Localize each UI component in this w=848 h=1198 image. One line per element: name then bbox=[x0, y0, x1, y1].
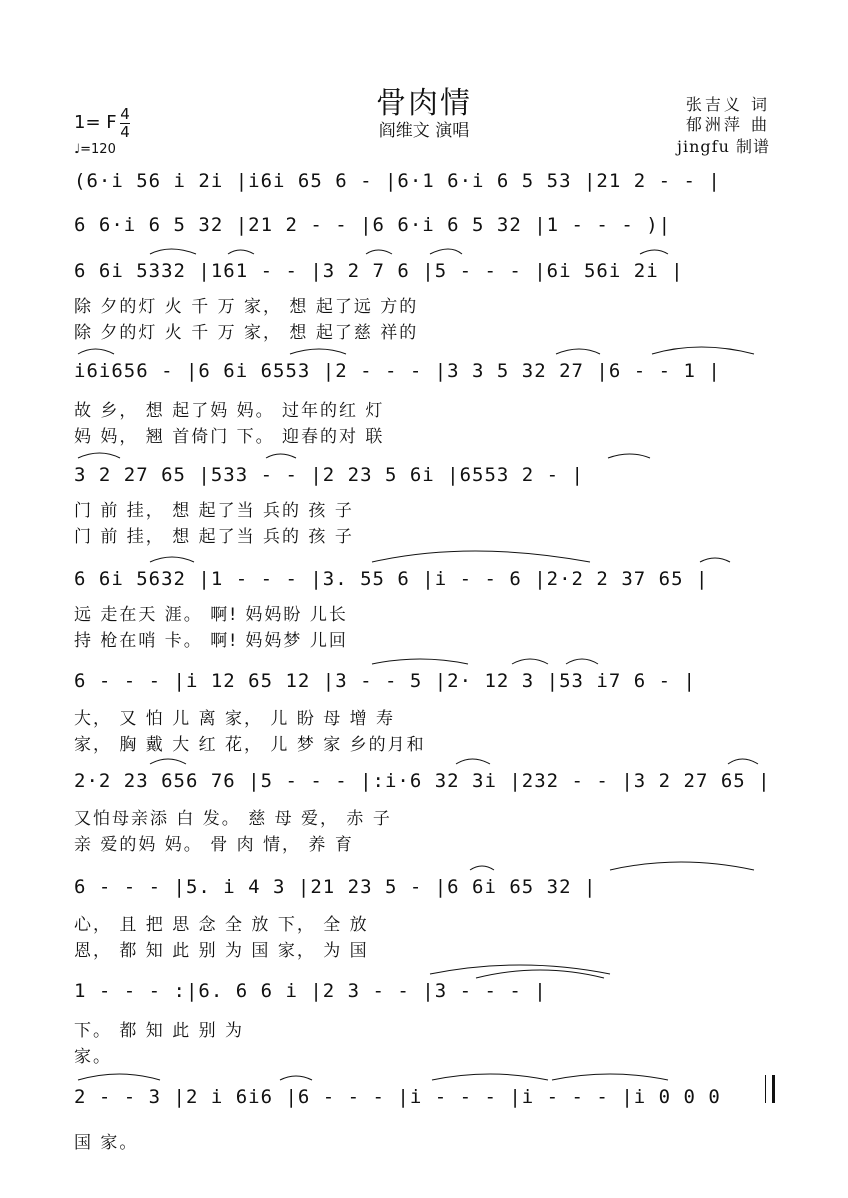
lyric-line-4b: 妈 妈， 翘 首倚门 下。 迎春的对 联 bbox=[74, 427, 385, 446]
lyric-line-3b: 除 夕的灯 火 千 万 家， 想 起了慈 祥的 bbox=[74, 323, 419, 342]
slur-arc bbox=[610, 862, 754, 870]
tempo-marking: ♩=120 bbox=[74, 142, 116, 157]
slur-arc bbox=[512, 659, 548, 664]
music-line-3: 6 6i 5332 |161 - - |3 2 7 6 |5 - - - |6i 56i 2i | bbox=[74, 260, 684, 282]
music-line-4: i6i656 - |6 6i 6553 |2 - - - |3 3 5 32 27 |6 - - 1 | bbox=[74, 360, 721, 382]
key-signature: 1= F bbox=[74, 112, 117, 133]
slur-arc bbox=[470, 866, 494, 870]
music-line-8: 2·2 23 656 76 |5 - - - |:i·6 32 3i |232 - - |3 2 27 65 | bbox=[74, 770, 771, 792]
slur-arc bbox=[280, 1076, 312, 1080]
lyric-line-8a: 又怕母亲添 白 发。 慈 母 爱， 赤 子 bbox=[74, 809, 392, 828]
slur-arc bbox=[566, 659, 598, 664]
lyric-line-8b: 亲 爱的妈 妈。 骨 肉 情， 养 育 bbox=[74, 835, 354, 854]
song-title: 骨肉情 bbox=[376, 86, 472, 121]
slur-arc bbox=[78, 349, 114, 354]
slur-arc bbox=[556, 349, 600, 354]
lyric-line-10a: 下。 都 知 此 别 为 bbox=[74, 1021, 245, 1040]
singer-credit: 阎维文 演唱 bbox=[378, 121, 470, 141]
music-line-7: 6 - - - |i 12 65 12 |3 - - 5 |2· 12 3 |53 i7 6 - | bbox=[74, 670, 696, 692]
music-line-2: 6 6·i 6 5 32 |21 2 - - |6 6·i 6 5 32 |1 - - - )| bbox=[74, 214, 672, 236]
lyric-line-7a: 大， 又 怕 儿 离 家， 儿 盼 母 增 寿 bbox=[74, 709, 396, 728]
music-line-1: (6·i 56 i 2i |i6i 65 6 - |6·1 6·i 6 5 53 |21 2 - - | bbox=[74, 170, 721, 192]
music-line-6: 6 6i 5632 |1 - - - |3. 55 6 |i - - 6 |2·2 2 37 65 | bbox=[74, 568, 709, 590]
transcriber-credit: jingfu 制谱 bbox=[677, 137, 770, 156]
time-sig-top: 4 bbox=[120, 105, 130, 123]
music-line-10: 1 - - - :|6. 6 6 i |2 3 - - |3 - - - | bbox=[74, 980, 547, 1002]
slur-arc bbox=[432, 1074, 548, 1080]
slur-arc bbox=[150, 557, 194, 562]
slur-arc bbox=[228, 250, 254, 254]
slur-arc bbox=[78, 453, 120, 458]
slur-arc bbox=[150, 249, 196, 254]
lyric-line-6b: 持 枪在哨 卡。 啊! 妈妈梦 儿回 bbox=[74, 631, 348, 650]
slur-arc bbox=[552, 1074, 668, 1080]
music-line-11: 2 - - 3 |2 i 6i6 |6 - - - |i - - - |i - - - |i 0 0 0 bbox=[74, 1086, 721, 1108]
lyric-line-3a: 除 夕的灯 火 千 万 家， 想 起了远 方的 bbox=[74, 297, 419, 316]
slur-arc bbox=[640, 250, 668, 254]
slur-arc bbox=[456, 759, 490, 764]
lyric-line-11a: 国 家。 bbox=[74, 1133, 139, 1152]
slur-arc bbox=[372, 659, 468, 664]
slur-arc bbox=[700, 558, 730, 562]
slur-arc bbox=[430, 965, 610, 974]
composer-credit: 郁洲萍 曲 bbox=[685, 115, 770, 134]
lyric-line-6a: 远 走在天 涯。 啊! 妈妈盼 儿长 bbox=[74, 605, 348, 624]
lyric-line-5a: 门 前 挂， 想 起了当 兵的 孩 子 bbox=[74, 501, 354, 520]
music-line-9: 6 - - - |5. i 4 3 |21 23 5 - |6 6i 65 32 | bbox=[74, 876, 597, 898]
lyric-line-5b: 门 前 挂， 想 起了当 兵的 孩 子 bbox=[74, 527, 354, 546]
slur-arc bbox=[150, 759, 186, 764]
slur-arc bbox=[728, 759, 758, 764]
slur-arc bbox=[608, 454, 650, 458]
lyric-line-10b: 家。 bbox=[74, 1047, 112, 1066]
lyric-line-4a: 故 乡， 想 起了妈 妈。 过年的红 灯 bbox=[74, 401, 385, 420]
slur-arc bbox=[652, 347, 754, 354]
slur-arc bbox=[430, 249, 462, 254]
slur-arc bbox=[290, 349, 346, 354]
lyric-line-9b: 恩， 都 知 此 别 为 国 家， 为 国 bbox=[74, 941, 369, 960]
slur-arc bbox=[372, 551, 590, 562]
lyric-line-7b: 家， 胸 戴 大 红 花， 儿 梦 家 乡的月和 bbox=[74, 735, 426, 754]
lyric-line-9a: 心， 且 把 思 念 全 放 下， 全 放 bbox=[74, 915, 369, 934]
lyricist-credit: 张吉义 词 bbox=[685, 95, 770, 114]
time-sig-bottom: 4 bbox=[120, 123, 130, 141]
music-line-5: 3 2 27 65 |533 - - |2 23 5 6i |6553 2 - | bbox=[74, 464, 584, 486]
slur-arc bbox=[366, 250, 392, 254]
slur-arc bbox=[266, 454, 296, 458]
slur-arc bbox=[476, 970, 604, 978]
slur-arc bbox=[78, 1074, 160, 1080]
